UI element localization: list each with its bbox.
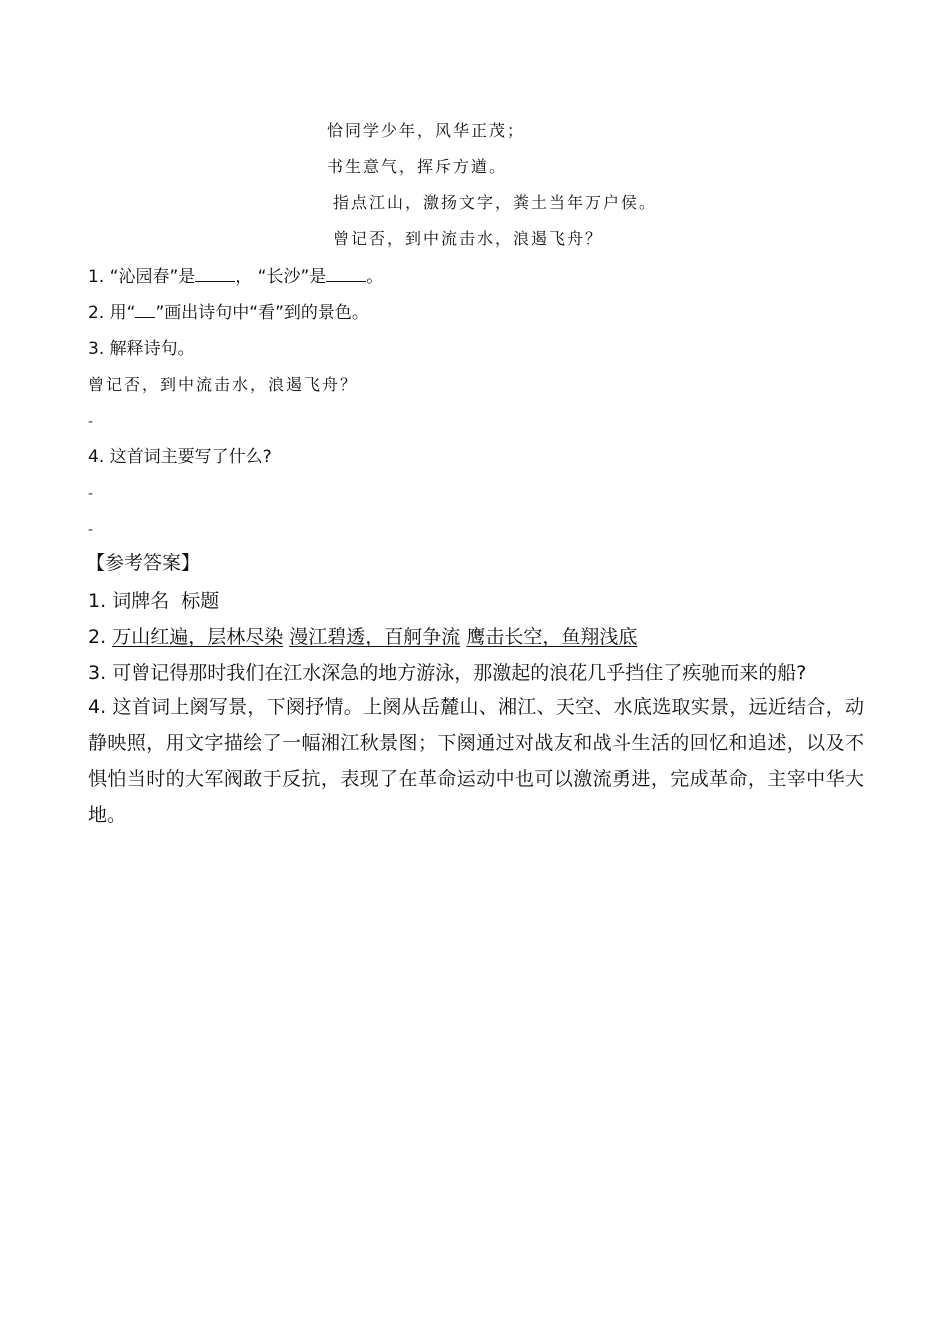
question-1-part-a: “沁园春”是 <box>109 267 196 287</box>
answer-blank <box>195 267 235 282</box>
answer-line: - <box>88 522 94 538</box>
question-2-part-a: 用“ <box>109 303 136 323</box>
answer-2-scene-1: 万山红遍，层林尽染 <box>112 626 284 648</box>
question-1-end: 。 <box>366 267 384 287</box>
answer-number: 2. <box>88 626 107 648</box>
question-3-text: 解释诗句。 <box>109 339 195 359</box>
poem-line-1: 恰同学少年，风华正茂； <box>327 121 526 140</box>
answer-blank <box>326 267 366 282</box>
question-4-text: 这首词主要写了什么? <box>109 447 272 467</box>
question-number: 4. <box>88 447 105 467</box>
question-2-part-b: ”画出诗句中“看”到的景色。 <box>155 303 369 323</box>
answer-4 <box>88 689 864 833</box>
answer-3 <box>88 658 806 685</box>
answer-number: 4. <box>88 696 107 718</box>
poem-line-3: 指点江山，激扬文字，粪土当年万户侯。 <box>333 193 658 212</box>
answer-number: 1. <box>88 590 107 612</box>
poem-line-2: 书生意气，挥斥方遒。 <box>327 157 508 176</box>
question-4 <box>88 442 272 467</box>
answer-2 <box>88 622 637 649</box>
answers-heading: 【参考答案】 <box>86 552 201 574</box>
answer-line: - <box>88 486 94 502</box>
answer-1-text: 词牌名 标题 <box>112 590 220 612</box>
poem-line-4: 曾记否，到中流击水，浪遏飞舟？ <box>333 229 604 248</box>
question-number: 3. <box>88 339 105 359</box>
answer-1 <box>88 586 219 613</box>
answer-2-scene-3: 鹰击长空，鱼翔浅底 <box>466 626 638 648</box>
answer-line: - <box>88 414 94 430</box>
question-1-part-b: “长沙”是 <box>257 267 327 287</box>
question-1 <box>88 262 383 287</box>
underline-sample <box>135 305 155 318</box>
question-1-separator: ， <box>235 267 253 287</box>
question-2 <box>88 298 369 323</box>
question-3-quote: 曾记否，到中流击水，浪遏飞舟？ <box>88 375 359 394</box>
answer-3-text: 可曾记得那时我们在江水深急的地方游泳，那激起的浪花几乎挡住了疾驰而来的船? <box>112 662 807 684</box>
answer-number: 3. <box>88 662 107 684</box>
question-number: 2. <box>88 303 105 323</box>
answer-4-text: 这首词上阕写景，下阕抒情。上阕从岳麓山、湘江、天空、水底选取实景，远近结合，动静映照，用文字描绘了一幅湘江秋景图；下阕通过对战友和战斗生活的回忆和追述，以及不惧怕当时的大军阀敢于反抗，表现了在革命运动中也可以激流勇进，完成革命，主宰中华大地。 <box>88 696 864 826</box>
answer-2-scene-2: 漫江碧透，百舸争流 <box>289 626 461 648</box>
question-number: 1. <box>88 267 105 287</box>
question-3 <box>88 334 195 359</box>
